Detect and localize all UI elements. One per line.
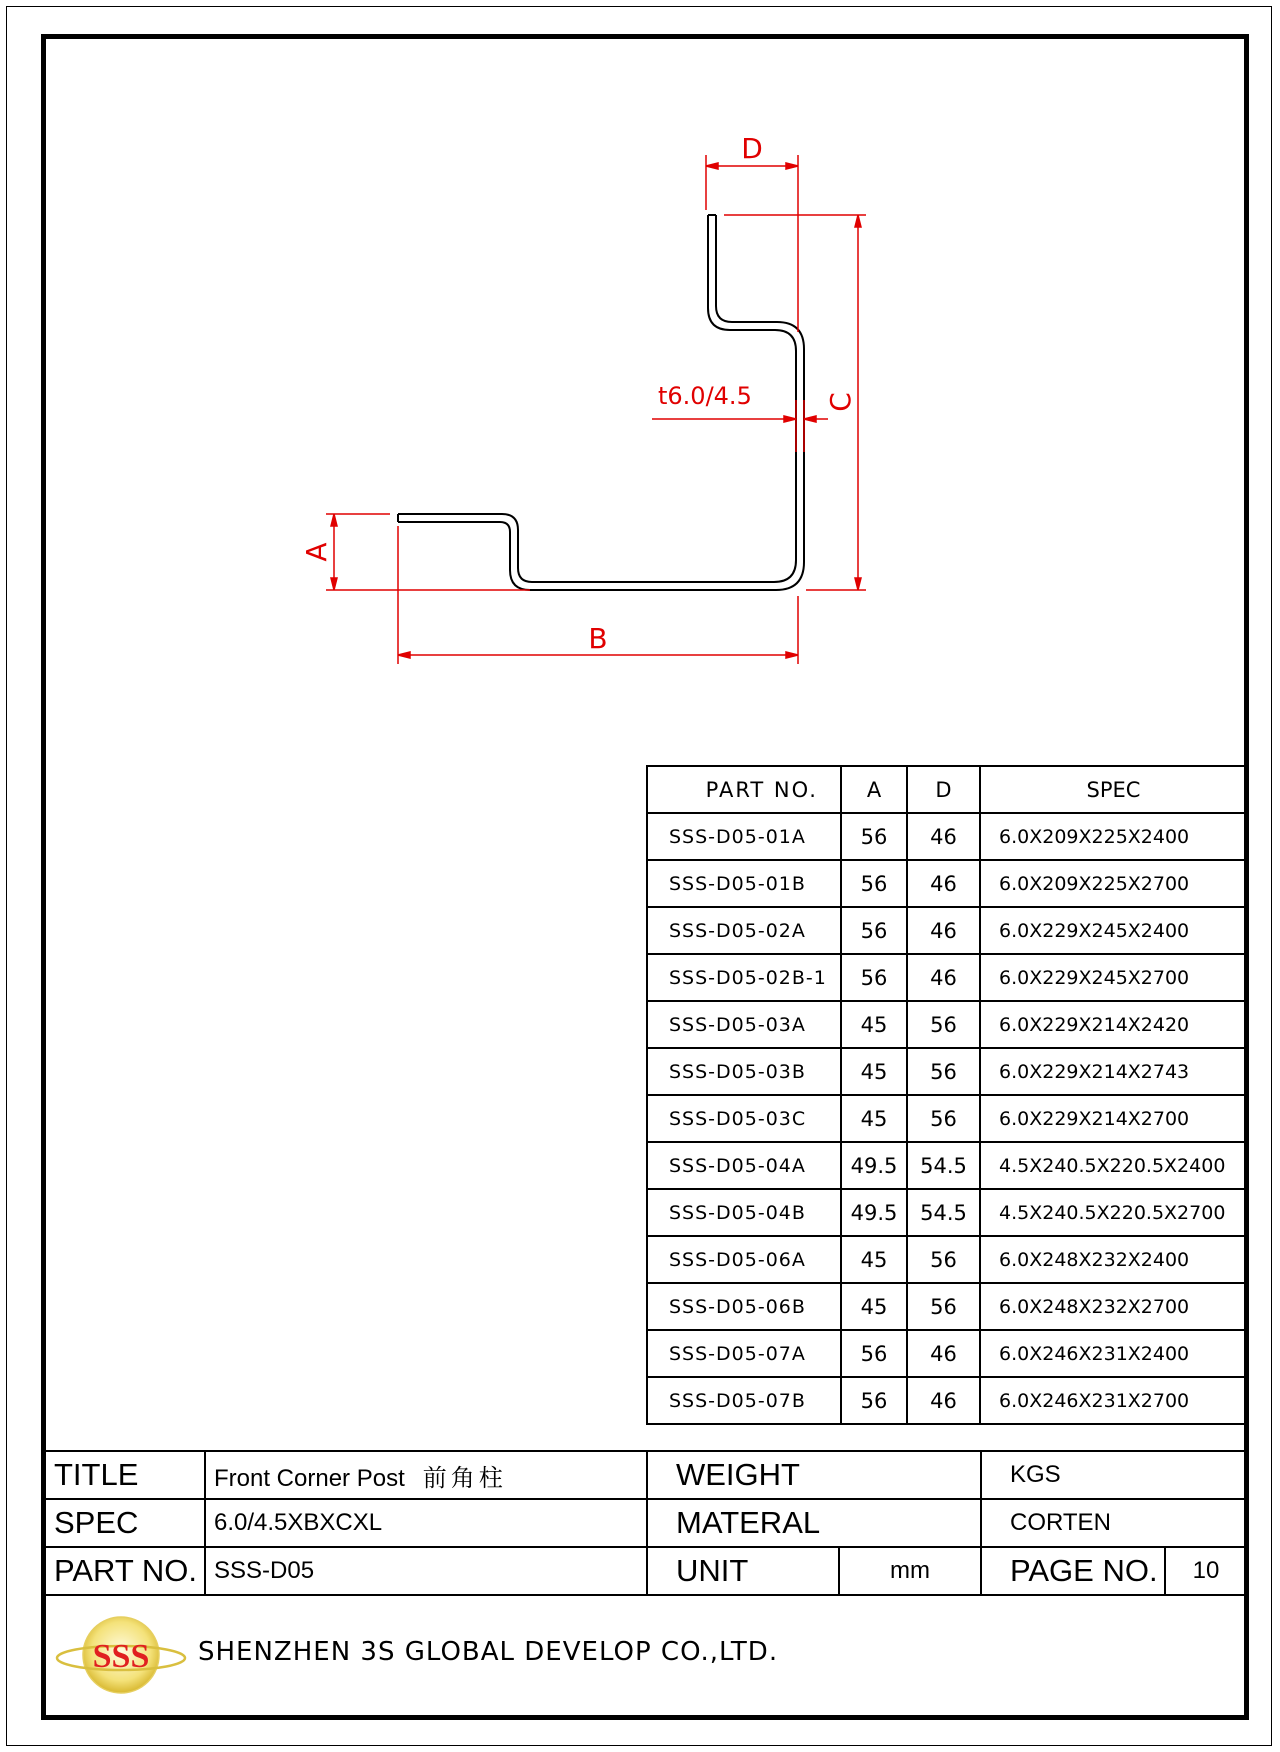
cell-d: 54.5 [907, 1142, 980, 1189]
cell-a: 56 [841, 1377, 907, 1424]
dim-t-arrow-right [804, 416, 816, 422]
cell-d: 46 [907, 1377, 980, 1424]
table-row [647, 860, 1247, 907]
cell-spec: 4.5X240.5X220.5X2400 [980, 1142, 1247, 1189]
cell-spec: 6.0X248X232X2700 [980, 1283, 1247, 1330]
material-value: CORTEN [981, 1499, 1247, 1547]
cell-d: 46 [907, 954, 980, 1001]
logo-text: SSS [92, 1638, 150, 1675]
page-no-label: PAGE NO. [981, 1547, 1165, 1595]
dim-a-arrow-top [331, 514, 337, 526]
cell-a: 56 [841, 813, 907, 860]
table-row [647, 813, 1247, 860]
company-name: SHENZHEN 3S GLOBAL DEVELOP CO.,LTD. [198, 1637, 779, 1667]
cell-part-no: SSS-D05-07A [647, 1330, 841, 1377]
weight-label: WEIGHT [647, 1451, 981, 1499]
cell-a: 45 [841, 1236, 907, 1283]
title-label: TITLE [45, 1451, 205, 1499]
cell-d: 56 [907, 1283, 980, 1330]
table-row [647, 1001, 1247, 1048]
table-row [647, 954, 1247, 1001]
table-row [647, 1095, 1247, 1142]
header-part-no: PART NO. [647, 766, 841, 813]
table-row [647, 1377, 1247, 1424]
title-value-cell [205, 1451, 647, 1499]
page-no-value: 10 [1165, 1547, 1247, 1595]
header-a: A [841, 766, 907, 813]
table-row [647, 1236, 1247, 1283]
unit-value: mm [839, 1547, 981, 1595]
cell-part-no: SSS-D05-04B [647, 1189, 841, 1236]
dim-c-arrow-top [855, 215, 861, 227]
title-block [44, 1450, 1248, 1596]
spec-value: 6.0/4.5XBXCXL [205, 1499, 647, 1547]
table-row [647, 1330, 1247, 1377]
cell-part-no: SSS-D05-03A [647, 1001, 841, 1048]
cell-part-no: SSS-D05-06A [647, 1236, 841, 1283]
cell-spec: 6.0X246X231X2400 [980, 1330, 1247, 1377]
table-row [647, 907, 1247, 954]
spec-label: SPEC [45, 1499, 205, 1547]
cell-part-no: SSS-D05-02A [647, 907, 841, 954]
parts-table-header [647, 766, 1247, 813]
cell-a: 56 [841, 907, 907, 954]
parts-table [646, 765, 1248, 1425]
dim-b-arrow-left [398, 652, 410, 658]
spec-row [45, 1499, 1247, 1547]
cell-d: 56 [907, 1001, 980, 1048]
table-row [647, 1189, 1247, 1236]
company-logo [54, 1614, 188, 1696]
cell-part-no: SSS-D05-06B [647, 1283, 841, 1330]
partno-label: PART NO. [45, 1547, 205, 1595]
weight-value: KGS [981, 1451, 1247, 1499]
cell-spec: 6.0X229X214X2743 [980, 1048, 1247, 1095]
cell-spec: 6.0X246X231X2700 [980, 1377, 1247, 1424]
cell-part-no: SSS-D05-03C [647, 1095, 841, 1142]
cell-d: 46 [907, 907, 980, 954]
dim-a-label: A [300, 542, 333, 562]
unit-label: UNIT [647, 1547, 839, 1595]
cell-spec: 6.0X248X232X2400 [980, 1236, 1247, 1283]
table-row [647, 1048, 1247, 1095]
title-row [45, 1451, 1247, 1499]
cell-spec: 6.0X229X245X2400 [980, 907, 1247, 954]
partno-row [45, 1547, 1247, 1595]
table-row [647, 1142, 1247, 1189]
cell-part-no: SSS-D05-03B [647, 1048, 841, 1095]
cell-d: 46 [907, 1330, 980, 1377]
dim-b-arrow-right [786, 652, 798, 658]
cell-a: 49.5 [841, 1189, 907, 1236]
cell-a: 56 [841, 954, 907, 1001]
cell-a: 45 [841, 1095, 907, 1142]
thickness-label: t6.0/4.5 [658, 382, 752, 410]
cell-d: 54.5 [907, 1189, 980, 1236]
cell-part-no: SSS-D05-02B-1 [647, 954, 841, 1001]
cell-a: 56 [841, 1330, 907, 1377]
cell-a: 45 [841, 1001, 907, 1048]
cell-a: 56 [841, 860, 907, 907]
cell-part-no: SSS-D05-07B [647, 1377, 841, 1424]
partno-value: SSS-D05 [205, 1547, 647, 1595]
cell-d: 56 [907, 1048, 980, 1095]
cell-d: 46 [907, 860, 980, 907]
dim-b-label: B [588, 622, 608, 655]
cell-a: 49.5 [841, 1142, 907, 1189]
cell-spec: 6.0X229X245X2700 [980, 954, 1247, 1001]
cell-d: 56 [907, 1236, 980, 1283]
dim-c-arrow-bottom [855, 578, 861, 590]
cell-spec: 6.0X209X225X2700 [980, 860, 1247, 907]
dim-d-arrow-left [706, 163, 718, 169]
cell-spec: 6.0X209X225X2400 [980, 813, 1247, 860]
cell-spec: 4.5X240.5X220.5X2700 [980, 1189, 1247, 1236]
cell-spec: 6.0X229X214X2420 [980, 1001, 1247, 1048]
dim-d-arrow-right [786, 163, 798, 169]
header-spec: SPEC [980, 766, 1247, 813]
title-value: Front Corner Post [214, 1464, 405, 1492]
cell-part-no: SSS-D05-01B [647, 860, 841, 907]
cell-part-no: SSS-D05-04A [647, 1142, 841, 1189]
title-chinese: 前角柱 [422, 1463, 507, 1492]
cell-part-no: SSS-D05-01A [647, 813, 841, 860]
dim-a-arrow-bottom [331, 578, 337, 590]
material-label: MATERAL [647, 1499, 981, 1547]
cell-spec: 6.0X229X214X2700 [980, 1095, 1247, 1142]
cell-d: 56 [907, 1095, 980, 1142]
cell-a: 45 [841, 1283, 907, 1330]
dim-c-label: C [824, 392, 857, 412]
cell-d: 46 [907, 813, 980, 860]
header-d: D [907, 766, 980, 813]
dim-t-arrow-left [784, 416, 796, 422]
cell-a: 45 [841, 1048, 907, 1095]
table-row [647, 1283, 1247, 1330]
dim-d-label: D [741, 132, 763, 165]
